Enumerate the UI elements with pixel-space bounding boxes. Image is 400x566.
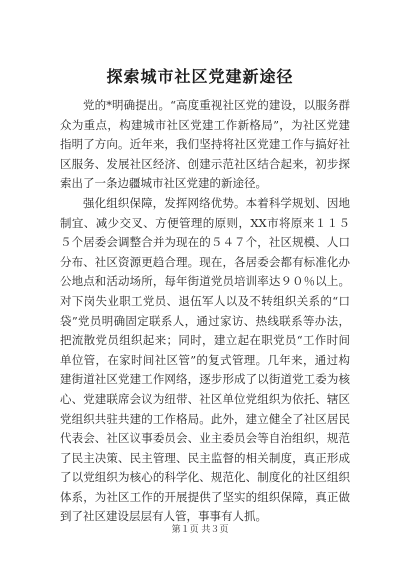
paragraph-organization: 强化组织保障，发挥网络优势。本着科学规划、因地制宜、减少交叉、方便管理的原则，XX市将原来１１５５个居委会调整合并为现在的５４７个，社区规模、人口分布、社区资源更趋合理。现在，各居委会都有标准化办公地点和活动场所，每年街道党员培训率达９０％以上。对下岗失业职工党员、退伍军人以及不转组织关系的“口袋”党员明确固定联系人，通过家访、热线联系等办法，把流散党员组织起来；同时，建立起在职党员“工作时间单位管，在家时间社区管”的复式管理。几年来，通过构建街道社区党建工作网络，逐步形成了以街道党工委为核心、党建联席会议为纽带、社区单位党组织为依托、辖区党组织共驻共建的工作格局。此外，建立健全了社区居民代表会、社区议事委员会、业主委员会等自治组织，规范了民主决策、民主管理、民主监督的相关制度，真正形成了以党组织为核心的科学化、规范化、制度化的社区组织体系，为社区工作的开展提供了坚实的组织保障，真正做到了社区建设层层有人管，事事有人抓。 xyxy=(60,195,350,524)
document-body xyxy=(60,96,350,527)
paragraph-intro: 党的*明确提出。“高度重视社区党的建设，以服务群众为重点，构建城市社区党建工作新格局”，为社区党建指明了方向。近年来，我们坚持将社区党建工作与搞好社区服务、发展社区经济、创建示范社区结合起来，初步探索出了一条边疆城市社区党建的新途径。 xyxy=(60,98,350,191)
document-title: 探索城市社区党建新途径 xyxy=(106,67,294,86)
page-number-footer: 第１页 共３页 xyxy=(171,525,229,535)
